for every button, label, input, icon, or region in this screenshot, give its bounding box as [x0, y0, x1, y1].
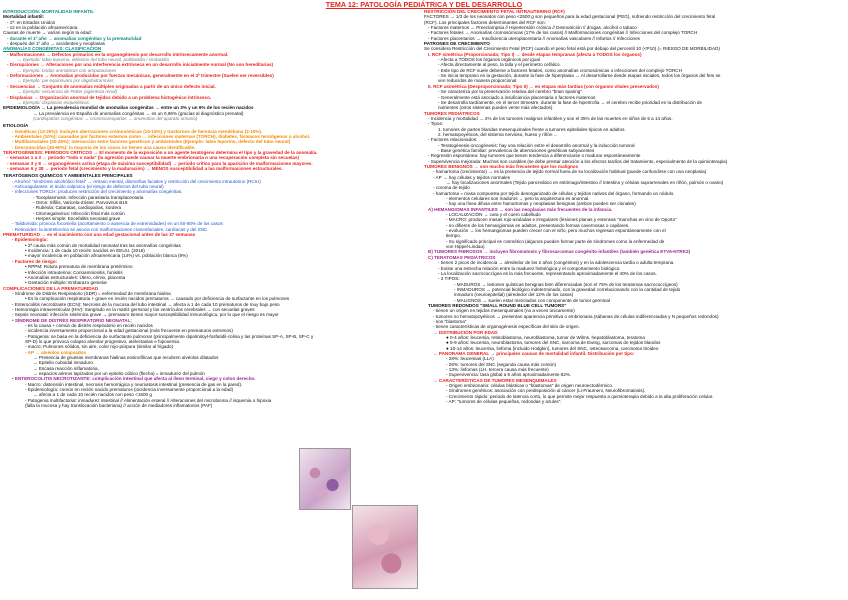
right-text-line: - 13%: linfomas (LH, tercera causa más frecuente) — [446, 367, 549, 373]
left-text-line: - Toxoplasmosis: Infección parasitaria transplacentaria — [33, 194, 144, 200]
right-text-line: - Crecimiento rápido: periodo de latencia corto, lo que permite mejor respuesta a quimioterapia debido a la alta proliferación celular. — [446, 393, 714, 399]
left-text-line: COMPLICACIONES DE LA PREMATURIDAD — [3, 285, 99, 291]
right-text-line: - Regresión espontánea: hay tumores que tienen tendencia a diferenciarse o madurar espontáneamente — [428, 153, 641, 159]
left-text-line: - Displasias → Organización anormal de tejidos debido a un problema histogénico intrínseco. — [7, 94, 212, 100]
right-text-line: 1. tumores de partes blandas mesenquimales frente a tumores epiteliales típicos en adultos. — [438, 126, 626, 132]
right-text-line: - Supervivencia mejorada: Muchos son curables (se debe prestar atención a los efectos tardíos del tratamiento, especialmente de la quimioterapia) — [428, 158, 728, 164]
right-text-line: → DISTRIBUCIÓN POR EDAD — [433, 329, 498, 335]
left-text-line: - Hemorragia intraventricular (HIV): Sangrado en la matriz germinal y los ventrículos cerebrales → con secuelas graves — [12, 306, 255, 312]
right-text-line: - evolución → los hemangiomas pueden crecer con el niño, pero muchos regresan espontáneamente con el — [446, 228, 666, 234]
left-text-line: • mayor incidencia en población afroamericana (14%) vs. población blanca (9%) — [25, 253, 188, 259]
page-title: TEMA 12: PATOLOGÍA PEDIÁTRICA Y DEL DESARROLLO — [325, 0, 523, 9]
left-text-line: • Gestación múltiple: Embarazo gemelar — [25, 280, 108, 286]
left-text-line: - Anticoagulantes: el ácido valproico (el riesgo de defectos del tubo neural) — [12, 184, 164, 189]
right-text-line: - tienen 2 picos de incidencia → alrededor de los 2 años (congénitos) y en la adolescencia tardía o adulta temprana. — [438, 260, 675, 266]
left-text-line: → Ejemplo: labio leporino, defectos del tubo neural, polidactilia / sindactilia — [17, 57, 169, 63]
right-text-line: - Teratogénesis-oncogénesis: hay una relación entre el desarrollo anormal y la inducción tumoral — [438, 142, 635, 148]
left-text-line: → Escasa reacción inflamatoria. — [33, 365, 99, 371]
right-text-line: - hamartoma = masa compuesta por tejido desorganizado de células y tejidos nativos del órgano, formando un nódulo. — [433, 190, 675, 196]
left-text-line: ANOMALÍAS CONGÉNITAS: CLASIFICACIÓN — [3, 46, 102, 52]
right-text-line: - Generalmente está asociado a insuficiencia placentaria o factores maternos — [438, 94, 596, 100]
left-text-line: → Ejemplo: bridas amnióticas con amputaciones — [17, 67, 117, 73]
right-text-line: - LOCALIZACIÓN → cara y el cuero cabelludo — [446, 212, 541, 218]
left-text-line: - Infecciones TORCH: producen restricción del crecimiento y anomalías congénitas. — [12, 189, 183, 195]
left-text-line: → Presencia de gruesas membranas hialinas eosinofílicas que recubren alvéolos dilatados — [33, 355, 219, 360]
right-text-line: - 3 TIPOS: — [438, 276, 460, 282]
left-column — [3, 9, 419, 408]
left-text-line: (cardiopatías congénitas → cromosomopatías → anomalías del aparato urinario) — [33, 115, 198, 121]
right-text-line: - Se caracteriza por la preservación relativa del cerebro "brain sparing". — [438, 89, 584, 95]
left-text-line: - Deformaciones → Anomalías producidas por fuerzas mecánicas, generalmente en el 3º trimestre (Suelen ser reversibles) — [7, 73, 274, 79]
right-text-line: - no difieren de los hemangiomas en adultos, presentando formas cavernosas o capilares. — [446, 222, 630, 228]
right-text-line: - Tipos: — [428, 121, 444, 127]
left-text-line: INTRODUCCIÓN: MORTALIDAD INFANTIL — [3, 9, 95, 14]
right-text-line: - MACRO: producen masas rojo-azuladas e irregulares (lesiones planas y extensas "manchas en vino de Oporto" — [446, 217, 677, 223]
left-text-line: - Patogenia: se basa en la deficiencia de surfactante pulmonar (principalmente dipalmitoyl-fosfatidil-colina y las proteínas SP-A, SP-B, SP-C y — [25, 333, 314, 339]
right-text-line: - INMADUROS → potencial biológico indeterminado, con la gravedad correlacionando con la cantidad de tejido — [454, 286, 681, 292]
right-text-line: B) TUMORES FIBROSOS → incluyen fibromatosis y fibrosarcomas congénito-infantiles (también genética ETV6-NTRK3) — [428, 249, 691, 255]
left-text-line: • Incidencia: 1 de cada 10 recién nacidos en EEUU. (2016) — [25, 248, 145, 254]
left-text-line: - x2 en la población afroamericana — [7, 25, 78, 31]
right-text-line: von Hippel-Lindau) — [446, 244, 485, 250]
right-text-line: → PANORAMA GENERAL → principales causas de mortalidad infantil. Distribución por tipo: — [433, 351, 635, 356]
right-text-line: - coroma de tejido — [433, 185, 470, 191]
right-text-line: - tienen un origen en tejidos mesenquimales (no a veces únicamente) — [433, 308, 575, 314]
right-text-line: - MADUROS → lesiones quísticas benignas bien diferenciadas (son el 75% de los teratomas sacrococcígeos) — [454, 281, 678, 287]
right-text-line: C) TERATOMAS PEDIÁTRICOS — [428, 254, 496, 260]
left-text-line: - AP → alvéolos colapsados — [25, 349, 87, 355]
right-text-line: ● 0-4 años: leucemia, retinoblastoma, neuroblastoma, tumor de Wilms, hepatoblastoma, teratoma — [446, 334, 645, 340]
histology-image-intestine — [352, 505, 418, 589]
right-text-line: - AP → hay células y tejidos normales — [433, 174, 511, 180]
right-text-line: - Origen embrionario: células blásticas o "blastomas" de origen neuroectodérmico. — [446, 383, 614, 389]
histology-image-lung — [299, 448, 351, 510]
right-text-line: FACTORES → 1/3 de los neonatos con peso <2500 g son pequeños para la edad gestacional (PEG), sufriendo restricción del crecimiento fetal — [424, 14, 716, 20]
left-text-line: - Malformaciones → Defectos primarios en la organogénesis por desarrollo intrínsecamente anormal. — [7, 51, 229, 57]
left-text-line: - Talidomida: provoca focomelia (acortamiento o ausencia de extremidades) en un 50-80% de los casos — [12, 221, 223, 227]
left-text-line: • Anomalías estructurales: Útero, cérvix, placenta — [25, 274, 126, 280]
left-text-line: - Enterocolitis necrotizante (ECN): Necrosis de la mucosa del tubo intestinal → afecta a 1 de cada 10 prematuros de muy bajo peso — [12, 301, 280, 307]
left-text-line: - semanas 9 y 38 → periodo fetal (crecimiento y la maduración) → MENOS susceptibilidad a las malformaciones estructurales. — [7, 165, 283, 171]
right-text-line: - Existe una estrecha relación entre la madurez histológica y el comportamiento biológico. — [438, 265, 621, 271]
left-text-line: - es la causa + común de distrés respiratorio en recién nacidos — [25, 322, 153, 328]
left-text-line: • Infección intrauterina: Corioamnionitis, funisitis — [25, 269, 123, 275]
left-text-line: - Ambientales (10%): causadas por factores externos como → infecciones maternas (TORCH), diabetes, fármacos teratógenos o alcohol. — [12, 133, 311, 139]
right-text-line: PATRONES DE CRECIMIENTO — [424, 41, 490, 47]
right-text-line: Se considera Restricción del Crecimiento Fetal (RCF) cuando el peso fetal está por debajo del percentil 10 (<P10) (= RIESGO DE MORBILIDAD) — [424, 46, 720, 52]
left-text-line: • 2ª causa más común de mortalidad neonatal tras las anomalías congénitas — [25, 242, 181, 248]
right-text-line: - Su significado principal es cosmético (algunos pueden formar parte de síndromes como la enfermedad de — [446, 238, 665, 244]
right-text-line: TUMORES PEDIÁTRICOS — [424, 110, 480, 116]
left-text-line: - 1ª: en Estados Unidos — [7, 19, 56, 25]
right-text-line: A) HEMANGIOMAS INFANTILES → son las neoplasias más frecuentes de la infancia. — [428, 206, 613, 212]
left-text-line: - Herpes simple: Encefalitis neonatal grave — [33, 216, 121, 222]
left-text-line: → Ejemplo: secuencia de Potter (agenesia renal) — [17, 89, 118, 95]
left-text-line: SP-D) lo que provoca colapso alveolar progresivo, atelectasias e hipoxemia. — [25, 338, 181, 344]
right-column — [424, 9, 845, 404]
left-text-line: - Otros: Sífilis, Varicela-Zóster, Parvovirus B19 — [33, 200, 128, 206]
left-text-line: - Desconocidas (40-60%): la mayoría de los casos no tienen una causa identificable. — [12, 144, 196, 150]
right-text-line: - tumores no hematopoyéticos → presentan apariencia primitiva o embrionaria (sábanas de células indiferenciadas y N pequeños redondos) — [433, 313, 719, 319]
left-text-line: - Rubéola: Cataratas, cardiopatías, sordera — [33, 205, 122, 211]
left-text-line: TERATÓGENOS QUÍMICOS Y AMBIENTALES PRINCIPALES — [3, 173, 133, 179]
left-text-line: - Epidemiología: — [12, 237, 48, 243]
left-text-line: PREMATURIDAD → es el nacimiento con una edad gestacional antes de las 37 semanas — [3, 232, 196, 238]
left-text-line: - Citomegalovirus: Infección fetal más común — [33, 210, 125, 216]
left-text-line: - semanas 1 a 3 → periodo "todo o nada" (la agresión puede causar la muerte embrionaria o una recuperación completa sin secuelas) — [7, 155, 300, 161]
right-text-line: - Afecta a TODOS los órganos orgánicos por igual — [438, 57, 540, 63]
right-text-line: - Factores relacionados: — [428, 137, 478, 143]
right-text-line: - Se inicia temprano en la gestación, durante la fase de hiperplasia → Al desarrollarse desde etapas iniciales, todos los órganos del feto se — [438, 73, 721, 79]
right-text-line: - Síndromes genéticos: asociación con predisposición al cáncer (Li-Fraumeni, Neurofibromatosis). — [446, 388, 646, 394]
right-text-line: TUMORES BENIGNOS → son mucho más frecuentes que los malignos — [424, 163, 579, 169]
left-text-line: - macro: Pulmones sólidos, sin aire, color rojo-púrpura (similar al hígado) — [25, 344, 174, 350]
right-text-line: II. RCF asimétrica (Desproporcionada; Tipo II) → en etapas más tardías (con órganos vitales preservados) — [428, 83, 659, 89]
left-text-line: - Secuencias → Conjunto de anomalías múltiples originadas a partir de un único defecto inicial. — [7, 83, 216, 89]
right-text-line: - AP: "tumores de células pequeñas, redondas y azules". — [446, 399, 562, 405]
left-text-line: → La prevalencia en España de anomalías congénitas → es un 0,96% (gracias al diagnóstico prenatal) — [33, 110, 244, 116]
right-text-line: - Supervivencia: tasa global a 5 años aproximadamente 82%. — [446, 372, 572, 378]
right-text-line: ● 5-9 años: leucemia, neuroblastoma, tumores del SNC, sarcoma de Ewing, sarcomas de tejidos blandos — [446, 340, 661, 346]
right-text-line: inmaduro (neuroepitelial) (alrededor del 12% de los casos) — [454, 292, 574, 298]
left-text-line: - Multifactoriales (20-25%): interacción entre factores genéticos y ambientales (Ejemplo: labio leporino, defecto del tubo neural) — [12, 139, 291, 145]
left-text-line: - Genéticas (13-25%): incluyen aberraciones cromosómicas (10-15%) y trastornos de herencia mendeliana (2-10%). — [12, 128, 263, 134]
right-text-line: - tienen características de organogénesis específicas del sitio de origen. — [433, 324, 580, 330]
right-text-line: - Factores maternos → Preeclampsia // Hipertensión crónica // Desnutrición // drogas, alcohol o tabaco — [428, 25, 637, 31]
left-text-line: • SÍNDROME DE DISTRÉS RESPIRATORIO NEONATAL: — [12, 317, 132, 323]
right-text-line: - Base genética familiar: prevalencia de aberraciones genéticas subyacentes — [438, 147, 595, 153]
left-text-line: - durante el 1º año → anomalías congénitas y la prematuridad — [7, 35, 142, 41]
right-text-line: 2. hematopoyéticos, del sistema nervioso, hueso y riñón ... — [438, 131, 558, 137]
left-text-line: - incidencia inversamente proporcional a la edad gestacional (más frecuente en prematuros extremos) — [25, 328, 233, 334]
left-text-line: • RPPM: Rotura prematura de membrana pretérmino — [25, 264, 133, 270]
left-text-line: TERATOGÉNESIS: PERÍODOS CRÍTICOS → El momento de la exposición a un agente teratógeno determina el tipo y la gravedad de la anomalía. — [3, 149, 318, 155]
left-text-line: (falla la mucosa y hay translocación bacteriana) // acción de mediadores inflamatorios (PAF) — [25, 403, 213, 409]
left-text-line: Causas de muerte → varían según la edad: — [3, 30, 92, 36]
right-text-line: - Incidencia y mortalidad → 2% de los tumores malignos infantiles y son el 35% de las muertes en niños de 5 a 14 años. — [428, 115, 673, 121]
right-text-line: - Factores placentarios → Insuficiencia uteroplacentaria // Anomalías vasculares // Infartos // Infecciones — [428, 35, 640, 41]
left-text-line: - Alcohol: "síndrome alcohólico fetal" → retraso mental, dismorfias faciales y restricción del crecimiento intrauterino (RCIU) — [12, 178, 261, 184]
right-text-line: RESTRICCIÓN DEL CRECIMIENTO FETAL INTRAUTERINO (RCF) — [424, 9, 565, 14]
left-text-line: - Epidemiología: común en recién nacido prematuros (incidencia inversamente proporcional a la edad) — [25, 387, 234, 393]
left-text-line: - Retinoides: la isotretinoína se asocia con malformaciones craneofaciales, cardíacas y del SNC — [12, 226, 208, 232]
right-text-line: TUMORES REDONDOS "SMALL ROUND BLUE CELL TUMORS" — [428, 302, 567, 308]
right-text-line: → CARACTERÍSTICAS DE TUMORES MESENQUIMALES — [433, 377, 557, 383]
left-text-line: - después del 1º año → accidentes y neoplasias — [7, 41, 105, 47]
right-text-line: - 28%: leucemias (LLA) — [446, 356, 494, 362]
right-text-line: - hamartoma (crecimiento) → es la presencia de tejido normal fuera de su localización habitual (puede confundirse con una neoplasia) — [433, 169, 707, 175]
right-text-line: ● 10-14 años: leucemia, linfoma (incluido Hodgkin), tumores del SNC, osteosarcoma, carcinoma tiroideo — [446, 345, 659, 351]
right-text-line: → hay localizaciones anormales (Tejido pancreático en estómago/intestino // intestino y células suprarrenales en riñón, pulmón o ovario) — [446, 180, 724, 185]
left-text-line: - Síndrome de Distrés Respiratorio (SDR) = enfermedad de membrana hialina — [12, 290, 171, 296]
left-text-line: EPIDEMIOLOGÍA → La prevalencia mundial de anomalías congénitas → entre un 3% y un 6% de los recién nacidos — [3, 105, 254, 111]
left-text-line: • Es la complicación respiratoria + grave en recién nacidos prematuros → causado por deficiencia de surfactante en los pulmones — [25, 296, 290, 302]
right-text-line: - 26%: tumores del SNC (segunda causa más común) — [446, 361, 557, 367]
left-text-line: → Epitelio cuboidal inmaduro. — [33, 360, 95, 366]
left-text-line: Mortalidad infantil: — [3, 14, 45, 20]
left-text-line: → Ejemplo: displasias esqueléticas — [17, 99, 90, 105]
right-text-line: - La localización sacrococcígea es la más frecuente, representando aproximadamente el 40% de los casos. — [438, 270, 657, 276]
left-text-line: - Macro: distensión intestinal, necrosis hemorrágica y neumatosis intestinal (presencia de gas en la pared). — [25, 381, 243, 387]
right-text-line: - elementos celulares son maduros → pero la arquitectura es anormal. — [446, 196, 590, 202]
left-text-line: → Ejemplo: pie equinovaro por oligohidramnios — [17, 78, 114, 84]
left-text-line: - Patogenia multifactorial: inmadurez intestinal // Alimentación enteral // Alteraciones del microbioma // isquemia o hipoxia — [25, 397, 272, 403]
right-text-line: ven reducidos de manera proporcional — [438, 78, 517, 84]
right-text-line: - Se desarrolla tardíamente, en el tercer trimestre, durante la fase de hipertrofia → el cerebro recibe prioridad en la distribución de — [438, 99, 703, 105]
left-text-line: → espacios aéreos tapizados por un epitelio cúbico (flecha) = inmadurez del pulmón — [33, 371, 205, 377]
left-text-line: ETIOLOGÍA — [3, 123, 29, 129]
right-text-line: (RCF). Los principales factores determinantes del RCF son: — [424, 19, 546, 25]
right-text-line: - son "blastoma" — [433, 318, 467, 324]
left-text-line: - Sepsis neonatal: infección sistémica grave → prematuro tienen mayor susceptibilidad inmunológica, por lo que el riesgo es mayor — [12, 312, 279, 318]
left-text-line: • ENTEROCOLITIS NECROTIZANTE: complicación intestinal que afecta al íleon terminal, ciego y colon derecho. — [12, 376, 256, 382]
right-text-line: tiempo. — [446, 233, 462, 239]
left-text-line: → afecta a 1 de cada 10 recién nacidos con peso <1500 g — [33, 392, 152, 398]
right-text-line: I. RCF simétrica (Proporcionada; Tipo I) → desde etapas tempranas (afecta a TODOS los órganos) — [428, 51, 642, 57]
left-text-line: - semanas 3 y 8 → organogénesis activa (etapa de máxima susceptibilidad) → periodo crítico para la aparición de malformaciones mayores. — [7, 160, 313, 166]
right-text-line: nutrientes (otros sistemas pueden verse más afectados) — [438, 105, 553, 111]
right-text-line: - MALIGNOS → suelen estar mezclados con componente de tumor germinal — [454, 297, 611, 303]
left-text-line: - Factores de riesgo: — [12, 258, 58, 264]
right-text-line: - hay una línea difusa entre hamartomas y neoplasias benignas (ambos pueden ser clonales) — [446, 201, 636, 207]
right-text-line: - Este tipo de RCF suele deberse a factores fetales, como anomalías cromosómicas o infecciones del complejo TORCH — [438, 67, 682, 73]
right-text-line: - Factores fetales → Anomalías cromosómicas (17% de los casos) // Malformaciones congénitas // Infecciones del complejo TORCH — [428, 30, 698, 36]
left-text-line: - Disrupciones → Alteraciones por una interferencia extrínseca en un desarrollo inicialmente normal (No son hereditarias) — [7, 62, 274, 68]
right-text-line: - Afecta directamente al peso, la talla y el perímetro cefálico. — [438, 62, 561, 68]
